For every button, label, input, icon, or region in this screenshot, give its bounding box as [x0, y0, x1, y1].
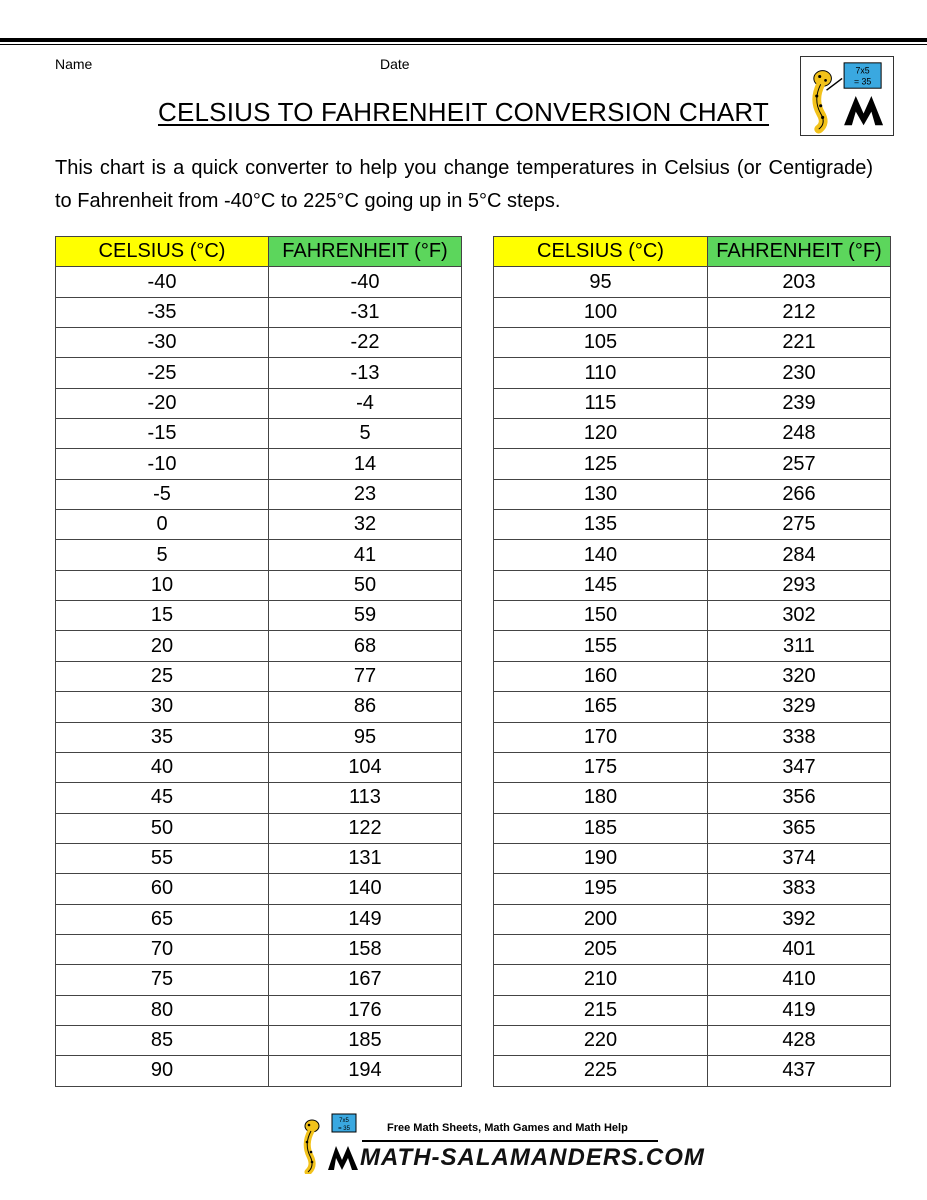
table-row — [56, 783, 462, 813]
celsius-cell: 85 — [56, 1025, 269, 1055]
celsius-cell: 0 — [56, 510, 269, 540]
footer-board-line2: = 35 — [338, 1126, 350, 1132]
fahrenheit-cell: 356 — [708, 783, 891, 813]
table-row — [494, 965, 891, 995]
table-row — [494, 1025, 891, 1055]
celsius-cell: 55 — [56, 843, 269, 873]
celsius-cell: 150 — [494, 601, 708, 631]
table-row — [494, 722, 891, 752]
fahrenheit-cell: 59 — [269, 601, 462, 631]
fahrenheit-cell: 410 — [708, 965, 891, 995]
celsius-cell: -30 — [56, 328, 269, 358]
conversion-table-right — [493, 236, 891, 1087]
table-row — [56, 570, 462, 600]
fahrenheit-cell: 86 — [269, 692, 462, 722]
celsius-cell: 180 — [494, 783, 708, 813]
fahrenheit-cell: 185 — [269, 1025, 462, 1055]
celsius-cell: 195 — [494, 874, 708, 904]
table-row — [494, 540, 891, 570]
fahrenheit-cell: 41 — [269, 540, 462, 570]
fahrenheit-cell: 5 — [269, 419, 462, 449]
celsius-cell: 15 — [56, 601, 269, 631]
table-row — [494, 661, 891, 691]
fahrenheit-cell: 419 — [708, 995, 891, 1025]
table-row — [494, 510, 891, 540]
celsius-cell: 210 — [494, 965, 708, 995]
celsius-cell: 165 — [494, 692, 708, 722]
fahrenheit-cell: 338 — [708, 722, 891, 752]
table-row — [494, 570, 891, 600]
celsius-cell: 140 — [494, 540, 708, 570]
celsius-cell: -5 — [56, 479, 269, 509]
footer-tagline: Free Math Sheets, Math Games and Math Help — [387, 1122, 628, 1134]
celsius-cell: 95 — [494, 267, 708, 297]
fahrenheit-cell: 176 — [269, 995, 462, 1025]
fahrenheit-cell: 437 — [708, 1056, 891, 1086]
table-row — [56, 358, 462, 388]
table-row — [56, 965, 462, 995]
fahrenheit-cell: 320 — [708, 661, 891, 691]
table-row — [56, 813, 462, 843]
celsius-header: CELSIUS (°C) — [56, 237, 269, 267]
celsius-cell: 75 — [56, 965, 269, 995]
table-row — [56, 267, 462, 297]
fahrenheit-cell: 140 — [269, 874, 462, 904]
intro-paragraph: This chart is a quick converter to help you change temperatures in Celsius (or Centigrade) to Fahrenheit from -40°C to 225°C going up in 5°C steps. — [55, 157, 873, 212]
fahrenheit-cell: -31 — [269, 297, 462, 327]
table-row — [494, 328, 891, 358]
fahrenheit-cell: 239 — [708, 388, 891, 418]
fahrenheit-cell: 212 — [708, 297, 891, 327]
table-row — [56, 601, 462, 631]
table-row — [56, 540, 462, 570]
table-header-row — [56, 237, 462, 267]
celsius-cell: 205 — [494, 934, 708, 964]
celsius-cell: 185 — [494, 813, 708, 843]
celsius-cell: 30 — [56, 692, 269, 722]
fahrenheit-cell: 104 — [269, 752, 462, 782]
fahrenheit-cell: 311 — [708, 631, 891, 661]
fahrenheit-cell: 68 — [269, 631, 462, 661]
celsius-cell: 25 — [56, 661, 269, 691]
fahrenheit-cell: 14 — [269, 449, 462, 479]
fahrenheit-cell: -13 — [269, 358, 462, 388]
celsius-cell: 5 — [56, 540, 269, 570]
fahrenheit-cell: 284 — [708, 540, 891, 570]
celsius-cell: 60 — [56, 874, 269, 904]
footer-salamander-logo — [298, 1112, 360, 1174]
fahrenheit-cell: 293 — [708, 570, 891, 600]
celsius-cell: 40 — [56, 752, 269, 782]
table-row — [56, 874, 462, 904]
fahrenheit-cell: -40 — [269, 267, 462, 297]
table-row — [494, 358, 891, 388]
table-row — [494, 874, 891, 904]
celsius-cell: 120 — [494, 419, 708, 449]
page-title: CELSIUS TO FAHRENHEIT CONVERSION CHART — [157, 97, 770, 127]
table-body-right — [494, 267, 891, 1086]
fahrenheit-cell: 158 — [269, 934, 462, 964]
table-row — [56, 419, 462, 449]
table-row — [56, 328, 462, 358]
fahrenheit-cell: 392 — [708, 904, 891, 934]
celsius-cell: 115 — [494, 388, 708, 418]
fahrenheit-cell: -22 — [269, 328, 462, 358]
table-row — [56, 297, 462, 327]
table-body-left — [56, 267, 462, 1086]
table-row — [56, 1056, 462, 1086]
celsius-cell: -10 — [56, 449, 269, 479]
fahrenheit-header: FAHRENHEIT (°F) — [708, 237, 891, 267]
fahrenheit-cell: 401 — [708, 934, 891, 964]
celsius-cell: 45 — [56, 783, 269, 813]
footer-salamander-icon — [298, 1112, 360, 1174]
fahrenheit-cell: 383 — [708, 874, 891, 904]
fahrenheit-cell: 149 — [269, 904, 462, 934]
table-row — [56, 631, 462, 661]
fahrenheit-cell: 374 — [708, 843, 891, 873]
table-row — [494, 1056, 891, 1086]
celsius-cell: 220 — [494, 1025, 708, 1055]
name-label: Name — [55, 56, 93, 72]
fahrenheit-cell: 23 — [269, 479, 462, 509]
table-row — [494, 843, 891, 873]
table-row — [494, 783, 891, 813]
fahrenheit-cell: 302 — [708, 601, 891, 631]
fahrenheit-cell: 275 — [708, 510, 891, 540]
fahrenheit-cell: 122 — [269, 813, 462, 843]
celsius-cell: 125 — [494, 449, 708, 479]
celsius-cell: -20 — [56, 388, 269, 418]
fahrenheit-cell: 32 — [269, 510, 462, 540]
table-row — [494, 692, 891, 722]
fahrenheit-cell: 194 — [269, 1056, 462, 1086]
celsius-cell: 105 — [494, 328, 708, 358]
celsius-cell: 10 — [56, 570, 269, 600]
table-row — [56, 843, 462, 873]
celsius-header: CELSIUS (°C) — [494, 237, 708, 267]
footer-rule — [362, 1140, 658, 1142]
table-row — [56, 388, 462, 418]
celsius-cell: -40 — [56, 267, 269, 297]
fahrenheit-cell: 131 — [269, 843, 462, 873]
table-header-row — [494, 237, 891, 267]
table-row — [56, 722, 462, 752]
fahrenheit-cell: 347 — [708, 752, 891, 782]
fahrenheit-cell: 95 — [269, 722, 462, 752]
table-row — [56, 752, 462, 782]
footer-board-line1: 7x5 — [339, 1118, 349, 1124]
celsius-cell: 70 — [56, 934, 269, 964]
celsius-cell: 35 — [56, 722, 269, 752]
celsius-cell: 160 — [494, 661, 708, 691]
fahrenheit-cell: 167 — [269, 965, 462, 995]
celsius-cell: 155 — [494, 631, 708, 661]
fahrenheit-cell: 248 — [708, 419, 891, 449]
table-row — [494, 419, 891, 449]
fahrenheit-cell: 257 — [708, 449, 891, 479]
fahrenheit-cell: 50 — [269, 570, 462, 600]
logo-board-line1: 7x5 — [855, 65, 870, 76]
table-row — [56, 995, 462, 1025]
table-row — [56, 661, 462, 691]
table-row — [494, 904, 891, 934]
date-label: Date — [380, 56, 410, 72]
table-row — [56, 510, 462, 540]
table-row — [494, 479, 891, 509]
fahrenheit-header: FAHRENHEIT (°F) — [269, 237, 462, 267]
table-row — [56, 449, 462, 479]
fahrenheit-cell: 365 — [708, 813, 891, 843]
fahrenheit-cell: 230 — [708, 358, 891, 388]
celsius-cell: -35 — [56, 297, 269, 327]
celsius-cell: 90 — [56, 1056, 269, 1086]
table-row — [56, 904, 462, 934]
fahrenheit-cell: 77 — [269, 661, 462, 691]
table-row — [56, 692, 462, 722]
table-row — [494, 449, 891, 479]
celsius-cell: 225 — [494, 1056, 708, 1086]
celsius-cell: 170 — [494, 722, 708, 752]
celsius-cell: 130 — [494, 479, 708, 509]
celsius-cell: 175 — [494, 752, 708, 782]
table-row — [494, 631, 891, 661]
table-row — [494, 995, 891, 1025]
celsius-cell: 80 — [56, 995, 269, 1025]
table-row — [56, 934, 462, 964]
fahrenheit-cell: -4 — [269, 388, 462, 418]
table-row — [494, 813, 891, 843]
celsius-cell: 135 — [494, 510, 708, 540]
celsius-cell: 50 — [56, 813, 269, 843]
table-row — [494, 601, 891, 631]
fahrenheit-cell: 221 — [708, 328, 891, 358]
celsius-cell: 215 — [494, 995, 708, 1025]
table-row — [56, 479, 462, 509]
logo-board-line2: = 35 — [853, 76, 872, 87]
fahrenheit-cell: 428 — [708, 1025, 891, 1055]
fahrenheit-cell: 113 — [269, 783, 462, 813]
top-rule-thin — [0, 44, 927, 45]
table-row — [56, 1025, 462, 1055]
conversion-table-left — [55, 236, 462, 1087]
celsius-cell: 20 — [56, 631, 269, 661]
table-row — [494, 752, 891, 782]
celsius-cell: 190 — [494, 843, 708, 873]
celsius-cell: 200 — [494, 904, 708, 934]
celsius-cell: 100 — [494, 297, 708, 327]
celsius-cell: 65 — [56, 904, 269, 934]
table-row — [494, 267, 891, 297]
table-row — [494, 297, 891, 327]
fahrenheit-cell: 203 — [708, 267, 891, 297]
footer-site-link[interactable]: MATH-SALAMANDERS.COM — [360, 1144, 705, 1171]
celsius-cell: -25 — [56, 358, 269, 388]
top-rule — [0, 38, 927, 42]
fahrenheit-cell: 329 — [708, 692, 891, 722]
table-row — [494, 388, 891, 418]
table-row — [494, 934, 891, 964]
celsius-cell: 145 — [494, 570, 708, 600]
celsius-cell: 110 — [494, 358, 708, 388]
fahrenheit-cell: 266 — [708, 479, 891, 509]
celsius-cell: -15 — [56, 419, 269, 449]
